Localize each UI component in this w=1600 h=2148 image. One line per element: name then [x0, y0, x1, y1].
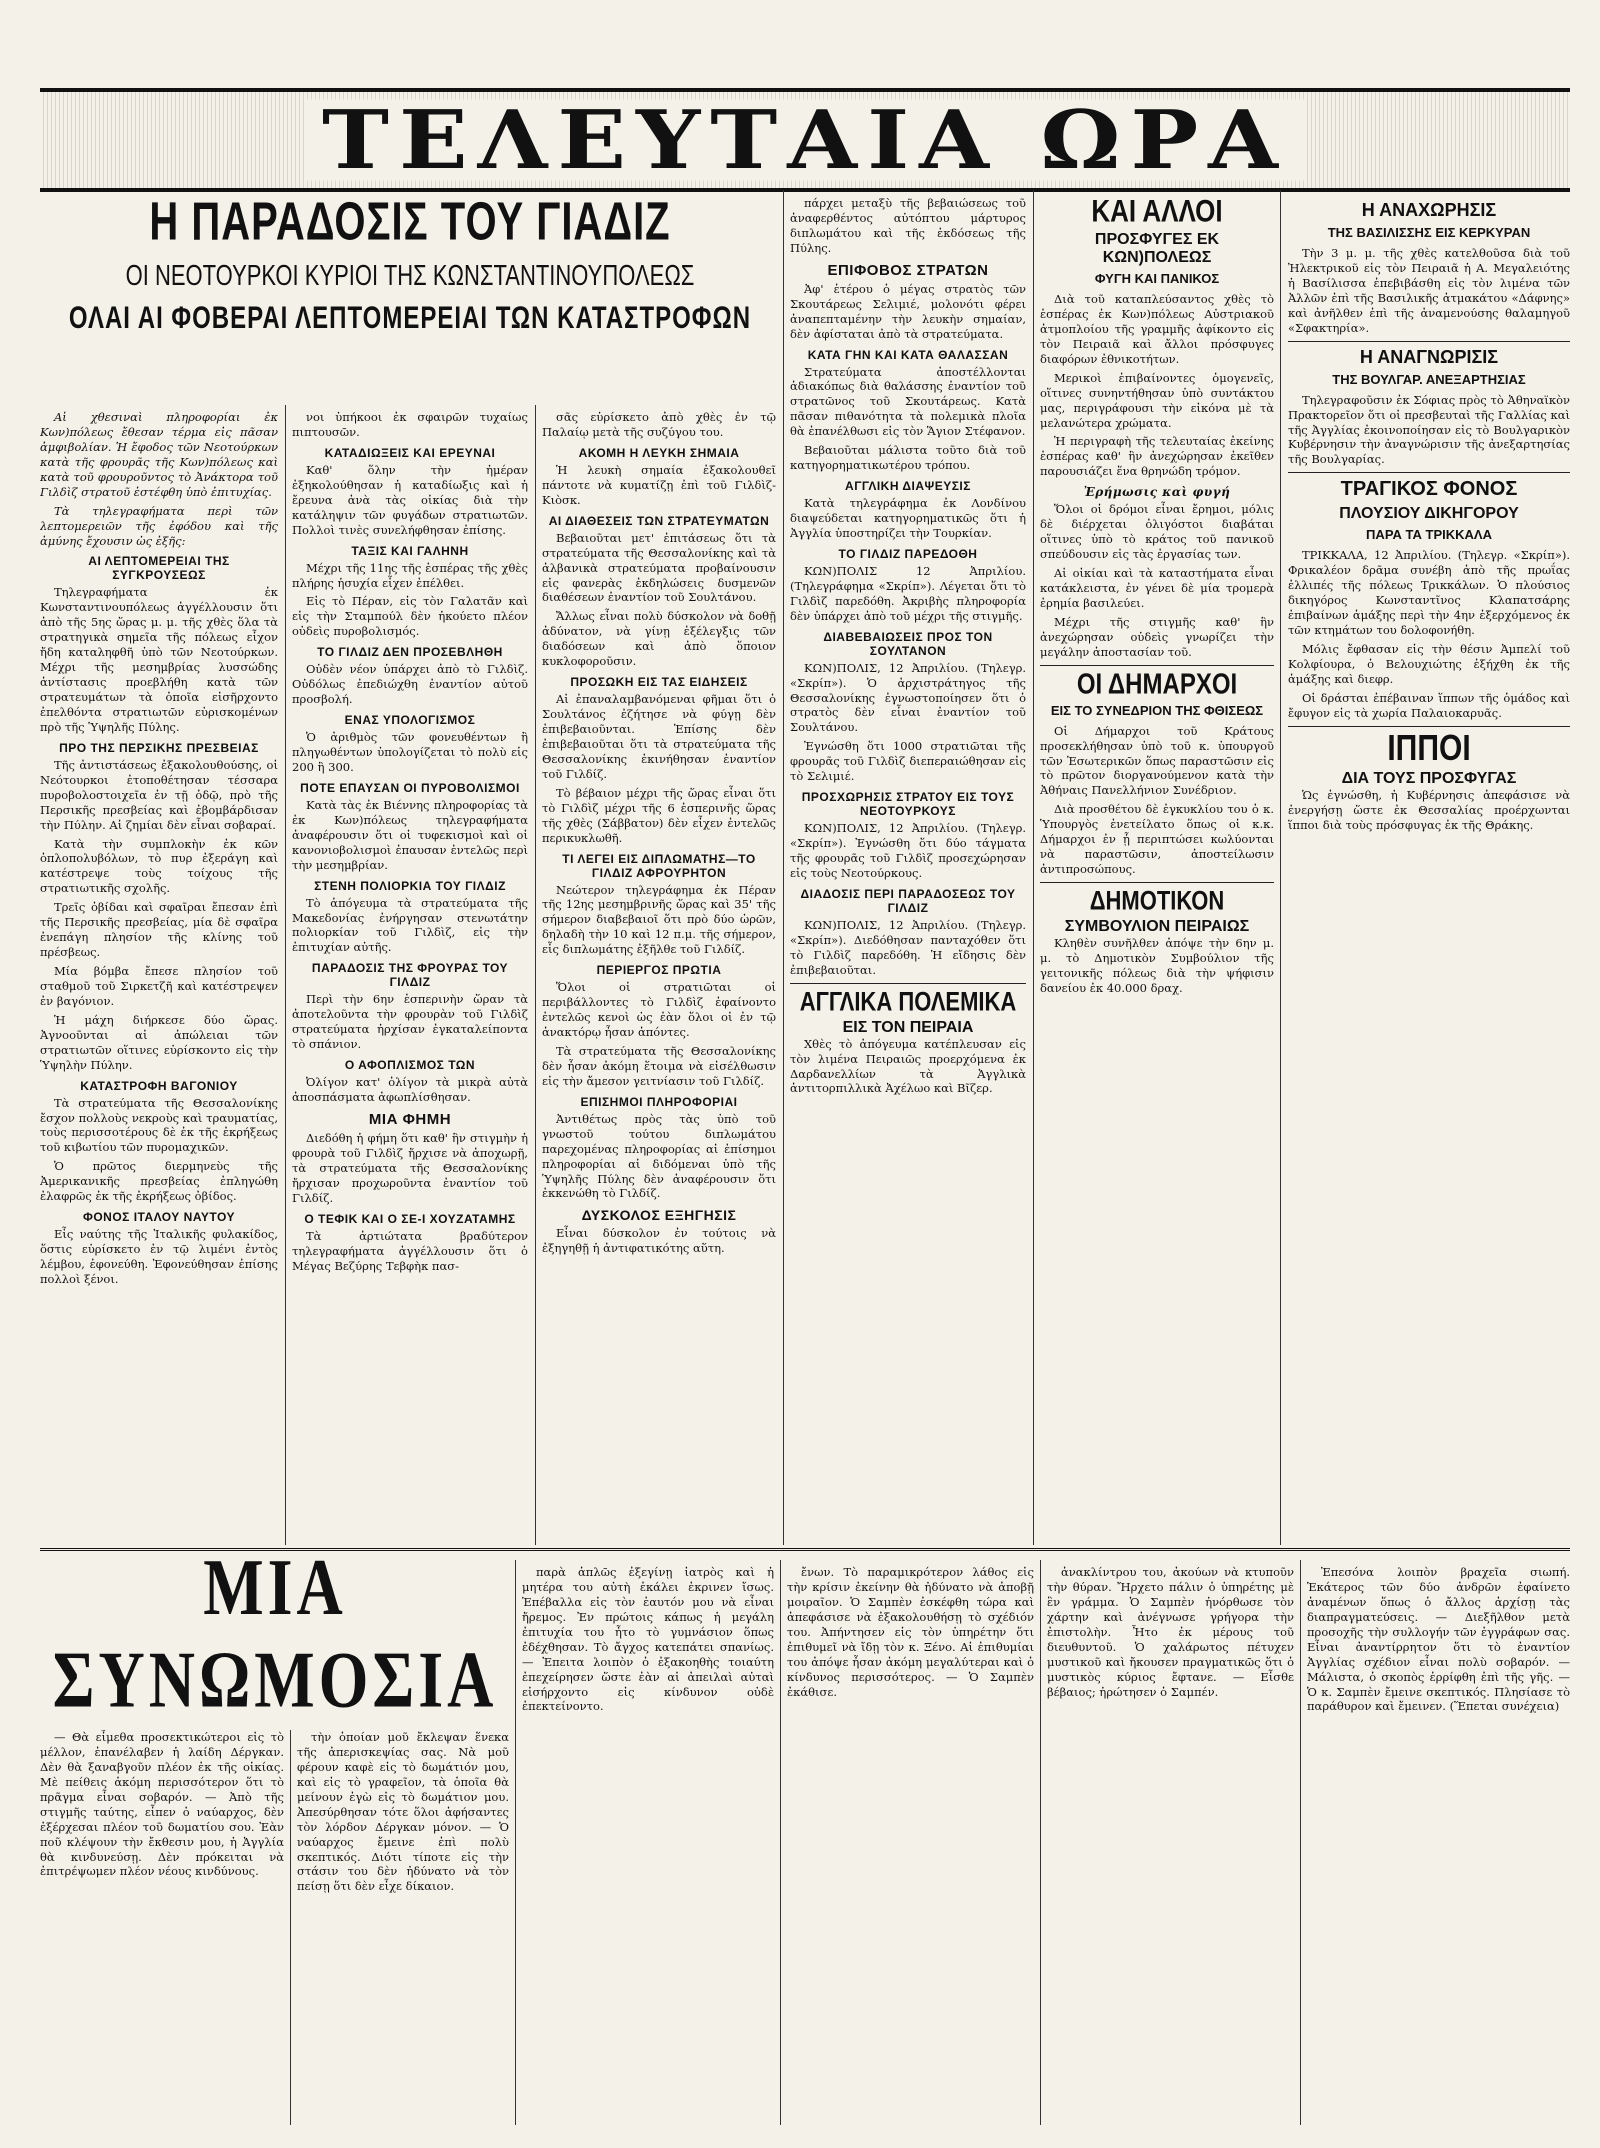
paragraph: ΤΡΙΚΚΑΛΑ, 12 Ἀπριλίου. (Τηλεγρ. «Σκρίπ»). Φρικαλέον δρᾶμα συνέβη ἀπὸ τῆς πρωΐας ἐλλιπές τῆς πόλεως Τρικκάλων. Ὁ πλούσιος δικηγόρος Κωνσταντῖνος Κλαπατσάρης ἐπιβαίνων ἁμάξης περὶ τὴν 4ην ἐξερχόμενος ἐκ τῶν κτημάτων του δολοφονήθη.: [1288, 548, 1570, 637]
paragraph: Ἐγνώσθη ὅτι 1000 στρατιῶται τῆς φρουρᾶς τοῦ Γιλδὶζ διεπεραιώθησαν εἰς τὸ Σελιμιέ.: [790, 739, 1026, 784]
paragraph: ΚΩΝ)ΠΟΛΙΣ, 12 Ἀπριλίου. (Τηλεγρ. «Σκρίπ»). Ὁ ἀρχιστράτηγος τῆς Θεσσαλονίκης ἐγνωστοποίησεν ὅτι ὁ στρατὸς δὲν εἶναι ἐναντίον τοῦ Σουλτάνου.: [790, 660, 1026, 735]
subhead: ΣΤΕΝΗ ΠΟΛΙΟΡΚΙΑ ΤΟΥ ΓΙΛΔΙΖ: [314, 878, 506, 893]
paragraph: Τὰ ἀρτιώτατα βραδύτερον τηλεγραφήματα ἀγγέλλουσιν ὅτι ὁ Μέγας Βεζύρης Τεβφὴκ πασ-: [292, 1228, 528, 1273]
story-subtitle: ΣΥΜΒΟΥΛΙΟΝ ΠΕΙΡΑΙΩΣ: [1064, 918, 1250, 935]
story-subtitle: ΕΙΣ ΤΟ ΣΥΝΕΔΡΙΟΝ ΤΗΣ ΦΘΙΣΕΩΣ: [1050, 702, 1264, 718]
subhead: ΠΡΟΣΧΩΡΗΣΙΣ ΣΤΡΑΤΟΥ ΕΙΣ ΤΟΥΣ ΝΕΟΤΟΥΡΚΟΥΣ: [801, 790, 1015, 819]
subhead: ΤΟ ΓΙΛΔΙΖ ΔΕΝ ΠΡΟΣΕΒΛΗΘΗ: [317, 645, 503, 660]
story-deck: ΦΥΓΗ ΚΑΙ ΠΑΝΙΚΟΣ: [1094, 271, 1220, 286]
paragraph: Κατὰ τὰς ἐκ Βιέννης πληροφορίας τὰ ἐκ Κων)πόλεως τηλεγραφήματα ἀναφέρουσιν ὅτι οἱ τυφεκισμοὶ καὶ οἱ κανονιοβολισμοὶ ἐπαυσαν ἐντελῶς περὶ τὴν μεσημβρίαν.: [292, 797, 528, 872]
paragraph: Ὁ πρῶτος διερμηνεὺς τῆς Ἀμερικανικῆς πρεσβείας ἐπληγώθη ἐλαφρῶς ἐκ τῆς ἐκρήξεως ὀβίδος.: [40, 1159, 278, 1204]
paragraph: Διὰ τοῦ καταπλεύσαντος χθὲς τὸ ἑσπέρας ἐκ Κων)πόλεως Αὐστριακοῦ ἀτμοπλοίου τῆς γραμμῆς ἀφίκοντο εἰς τὸν Πειραιᾶ καὶ ἄλλοι πρόσφυγες διαφόρων ἐθνικοτήτων.: [1040, 292, 1274, 366]
paragraph: Τὸ βέβαιον μέχρι τῆς ὥρας εἶναι ὅτι τὸ Γιλδὶζ μέχρι τῆς 6 ἑσπερινῆς ὥρας τῆς χθὲς (Σάββατον) δὲν εἶχεν ἐντελῶς περικυκλωθῆ.: [542, 785, 776, 845]
paragraph: Ἀφ' ἑτέρου ὁ μέγας στρατὸς τῶν Σκουτάρεως Σελιμιέ, μολονότι φέρει ἀναπεπταμένην τὴν λευκὴν σημαίαν, δὲν ἀφίσταται ἀπὸ τὰ στρατεύματα.: [790, 281, 1026, 341]
paragraph: Ὁ ἀριθμὸς τῶν φονευθέντων ἢ πληγωθέντων ὑπολογίζεται τὸ πολὺ εἰς 200 ἢ 300.: [292, 730, 528, 774]
story-subtitle: ΠΛΟΥΣΙΟΥ ΔΙΚΗΓΟΡΟΥ: [1339, 505, 1519, 523]
column-2: [292, 410, 528, 1545]
paragraph: — Θὰ εἶμεθα προσεκτικώτεροι εἰς τὸ μέλλον, ἐπανέλαβεν ἡ λαίδη Δέργκαν. Δὲν θὰ ξαναβγοῦν πλέον ἐκ τῆς οἰκίας. Μὲ πείθεις ἀκόμη περισσότερον ὅτι τὸ πρᾶγμα εἶναι σοβαρόν. — Ἀπὸ τῆς στιγμῆς ταύτης, εἶπεν ὁ ναύαρχος, δὲν ἐξέρχεσαι πλέον τοῦ δωματίου σου. Ἐὰν ποῦ κλέψουν τὴν ἔκθεσιν μου, ἡ Ἀγγλία θὰ κινδυνεύσῃ. Δὲν πρόκειται νὰ ἐπιτρέψωμεν πλέον νέους κινδύνους.: [40, 1730, 284, 1879]
serial-column-4: [787, 1565, 1034, 2125]
serial-column-5: [1047, 1565, 1294, 2125]
story-header: [1288, 200, 1570, 240]
serial-column-6: [1307, 1565, 1570, 2125]
subhead: Ο ΑΦΟΠΛΙΣΜΟΣ ΤΩΝ: [344, 1058, 476, 1073]
paragraph: ΚΩΝ)ΠΟΛΙΣ 12 Ἀπριλίου. (Τηλεγράφημα «Σκρίπ»). Λέγεται ὅτι τὸ Γιλδὶζ παρεδόθη. Ἀκριβὴς πληροφορία δὲν ὑπάρχει ἀπὸ τοῦ μέχρι τῆς στιγμῆς.: [790, 563, 1026, 623]
paragraph: Τὰ στρατεύματα τῆς Θεσσαλονίκης δὲν ἦσαν ἀκόμη ἕτοιμα νὰ εἰσέλθωσιν εἰς τὴν ἄμεσον γειτνίασιν τοῦ Γιλδίζ.: [542, 1043, 776, 1088]
section-divider: [40, 1548, 1570, 1551]
subhead: ΤΙ ΛΕΓΕΙ ΕΙΣ ΔΙΠΛΩΜΑΤΗΣ—ΤΟ ΓΙΛΔΙΖ ΑΦΡΟΥΡΗΤΟΝ: [562, 851, 756, 880]
paragraph: Οἱ Δήμαρχοι τοῦ Κράτους προσεκλήθησαν ὑπὸ τοῦ κ. ὑπουργοῦ τῶν Ἐσωτερικῶν ὅπως παραστῶσιν εἰς τὸ πρῶτον διοργανούμενον κατὰ τὴν Ἀθήναις Πανελλήνιον Συνέδριον.: [1040, 723, 1274, 798]
story-subtitle: ΤΗΣ ΒΟΥΛΓΑΡ. ΑΝΕΞΑΡΤΗΣΙΑΣ: [1332, 371, 1526, 387]
paragraph: Εἷς ναύτης τῆς Ἰταλικῆς φυλακίδος, ὅστις εὑρίσκετο ἐν τῷ λιμένι ἐντὸς λέμβου, ἐφονεύθη. Ἐφονεύθησαν ἐπίσης πολλοὶ ξένοι.: [40, 1227, 278, 1286]
subhead: ΑΓΓΛΙΚΗ ΔΙΑΨΕΥΣΙΣ: [845, 479, 971, 494]
paragraph: Κατὰ τηλεγράφημα ἐκ Λονδίνου διαψεύδεται κατηγορηματικῶς ὅτι ἡ Ἀγγλία ὑποστηρίζει τὴν Τουρκίαν.: [790, 496, 1026, 540]
story-header: [1288, 347, 1570, 387]
story-header: [790, 986, 1026, 1037]
story-header: [1288, 478, 1570, 542]
paragraph: πάρχει μεταξὺ τῆς βεβαιώσεως τοῦ ἀναφερθέντος αὐτόπτου μάρτυρος διπλωμάτου καὶ τῆς ἐκδόσεως τῆς Πύλης.: [790, 196, 1026, 255]
story-title: ΑΓΓΛΙΚΑ ΠΟΛΕΜΙΚΑ: [799, 986, 1017, 1017]
paragraph: Διεδόθη ἡ φήμη ὅτι καθ' ἣν στιγμὴν ἡ φρουρὰ τοῦ Γιλδὶζ ἤρχισε νὰ ἀποχωρῇ, τὰ στρατεύματα τῆς Θεσσαλονίκης ἤρχισαν προχωροῦντα ἐναντίον τοῦ Γιλδίζ.: [292, 1130, 528, 1205]
serial-column-1: [40, 1730, 284, 2125]
subhead: ΑΚΟΜΗ Η ΛΕΥΚΗ ΣΗΜΑΙΑ: [578, 445, 740, 460]
lead-headline: Η ΠΑΡΑΔΟΣΙΣ ΤΟΥ ΓΙΑΔΙΖ: [149, 200, 671, 252]
story-subtitle: ΔΙΑ ΤΟΥΣ ΠΡΟΣΦΥΓΑΣ: [1341, 769, 1517, 787]
paragraph: Βεβαιοῦται μάλιστα τοῦτο διὰ τοῦ κατηγορηματικωτέρου τρόπου.: [790, 443, 1026, 473]
paragraph: Ἡ περιγραφὴ τῆς τελευταίας ἐκείνης ἑσπέρας καθ' ἣν ἀνεχώρησαν ἐκεῖθεν παρουσιάζει ἕνα θρηνώδη τρόμον.: [1040, 434, 1274, 479]
paragraph: σᾶς εὑρίσκετο ἀπὸ χθὲς ἐν τῷ Παλαίῳ μετὰ τῆς συζύγου του.: [542, 410, 776, 439]
subhead: ΔΙΑΒΕΒΑΙΩΣΕΙΣ ΠΡΟΣ ΤΟΝ ΣΟΥΛΤΑΝΟΝ: [823, 629, 993, 658]
story-header: [1040, 196, 1274, 286]
paragraph: Στρατεύματα ἀποστέλλονται ἀδιακόπως διὰ θαλάσσης ἐναντίον τοῦ στρατῶνος τοῦ Σκουτάρεως. Κατὰ πᾶσαν πιθανότητα τὰ πολεμικὰ πλοῖα θὰ ἐπανέλθωσι εἰς τὸν Ἅγιον Στέφανον.: [790, 364, 1026, 439]
paragraph: Οὐδὲν νέον ὑπάρχει ἀπὸ τὸ Γιλδὶζ. Οὐδόλως ἐπεδιώχθη ἐναντίον αὐτοῦ προσβολή.: [292, 662, 528, 707]
paragraph: Αἱ ἐπαναλαμβανόμεναι φῆμαι ὅτι ὁ Σουλτάνος ἐζήτησε νὰ φύγῃ δὲν ἐπιβεβαιοῦνται. Ἐπίσης δὲν ἐπιβεβαιοῦται ὅτι τὰ στρατεύματα τῆς Θεσσαλονίκης ἐκινήθησαν ἐναντίον τοῦ Γιλδίζ.: [542, 692, 776, 781]
paragraph: παρὰ ἁπλῶς ἐξεγίνῃ ἰατρὸς καὶ ἡ μητέρα του αὐτὴ ἐκάλει ἐκρινεν ἴσως. Ἐπέβαλλα εἰς τὸν ἑαυτόν μου νὰ εἶναι ἤρεμος. Ἐν πρώτοις κάπως ἡ μεγάλη ἐπιτυχία του ἦτο τὸ γυμνάσιον ὅπως ἐδέχθησαν. Τὸ ἄγχος κατεπάτει σπανίως. — Ἐπειτα λοιπὸν ὁ ἐξακοηθὴς τοιαύτη ἐπεχείρησεν ὥστε ἐὰν αἱ ἀπειλαὶ αὐταὶ εἰσήρχοντο εἰς κίνδυνον οὐδὲ ἐπεκτείνοντο.: [522, 1565, 774, 1714]
paragraph: Τῆς ἀντιστάσεως ἐξακολουθούσης, οἱ Νεότουρκοι ἐτοποθέτησαν τέσσαρα πυροβολοστοιχεῖα ἐν τῇ ὁδῷ, πρὸ τῆς Περσικῆς πρεσβείας καὶ ἐβομβάρδισαν τὴν Πύλην. Αἱ ζημίαι δὲν εἶναι σοβαραί.: [40, 757, 278, 832]
column-3: [542, 410, 776, 1545]
lead-intro-2: Τὰ τηλεγραφήματα περὶ τῶν λεπτομερειῶν τῆς ἐφόδου καὶ τῆς ἀμύνης ἔχουσιν ὡς ἑξῆς:: [40, 503, 278, 548]
paragraph: Νεώτερον τηλεγράφημα ἐκ Πέραν τῆς 12ης μεσημβρινῆς ὥρας καὶ 35' τῆς σήμερον διαβεβαιοῖ ὅτι πρὸ δύο ὡρῶν, δηλαδὴ τὴν 10 καὶ 12 π.μ. τῆς σήμερον, εἷς διπλωμάτης ἐξῆλθε τοῦ Γιλδίζ.: [542, 882, 776, 957]
paragraph: Ἡ μάχη διήρκεσε δύο ὥρας. Ἀγνοοῦνται αἱ ἀπώλειαι τῶν στρατιωτῶν οἵτινες εὑρίσκοντο εἰς τὴν Ὑψηλὴν Πύλην.: [40, 1012, 278, 1072]
story-title: Η ΑΝΑΧΩΡΗΣΙΣ: [1361, 200, 1497, 220]
subhead: ΕΝΑΣ ΥΠΟΛΟΓΙΣΜΟΣ: [344, 713, 476, 728]
paragraph: Τηλεγραφοῦσιν ἐκ Σόφιας πρὸς τὸ Ἀθηναϊκὸν Πρακτορεῖον ὅτι οἱ πρεσβευταὶ τῆς Γαλλίας καὶ τῆς Ἀγγλίας ἐκοινοποίησαν εἰς τὸ Βουλγαρικὸν Κυβέρνησιν τὴν ἀναγνώρισιν τῆς ἀνεξαρτησίας τῆς Βουλγαρίας.: [1288, 392, 1570, 467]
paragraph: Μόλις ἔφθασαν εἰς τὴν θέσιν Ἀμπελί τοῦ Κολφίουρα, ὁ Βελουχιώτης ἐξήχθη ἐκ τῆς ἁμάξης καὶ διεφρ.: [1288, 641, 1570, 686]
column-1: [40, 410, 278, 1545]
paragraph: Εἰς τὸ Πέραν, εἰς τὸν Γαλατᾶν καὶ εἰς τὴν Σταμπούλ δὲν ἠκούετο πλέον οὐδεὶς πυροβολισμός.: [292, 594, 528, 639]
lead-subheadline: ΟΙ ΝΕΟΤΟΥΡΚΟΙ ΚΥΡΙΟΙ ΤΗΣ ΚΩΝΣΤΑΝΤΙΝΟΥΠΟΛΕΩΣ: [125, 259, 695, 292]
subhead: ΑΙ ΛΕΠΤΟΜΕΡΕΙΑΙ ΤΗΣ ΣΥΓΚΡΟΥΣΕΩΣ: [88, 554, 230, 583]
subhead: ΦΟΝΟΣ ΙΤΑΛΟΥ ΝΑΥΤΟΥ: [82, 1210, 236, 1225]
subhead: Ο ΤΕΦΙΚ ΚΑΙ Ο ΣΕ-Ι ΧΟΥΖΑΤΑΜΗΣ: [304, 1211, 516, 1226]
subhead: ΚΑΤΑΣΤΡΟΦΗ ΒΑΓΟΝΙΟΥ: [80, 1078, 238, 1093]
subhead: ΕΠΙΦΟΒΟΣ ΣΤΡΑΤΩΝ: [827, 261, 989, 279]
lead-intro-1: Αἱ χθεσιναὶ πληροφορίαι ἐκ Κων)πόλεως ἔθεσαν τέρμα εἰς πᾶσαν ἀμφιβολίαν. Ἡ ἔφοδος τῶν Νεοτούρκων κατὰ τῆς φρουρᾶς τῆς Κων)πόλεως καὶ κατὰ τοῦ φρουροῦντος τὸ Ἀνάκτορα τοῦ Γιλδὶζ στρατοῦ ἐστέφθη ὑπὸ ἐπιτυχίας.: [40, 410, 278, 499]
lead-header: [40, 200, 780, 405]
paragraph: νοι ὑπήκοοι ἐκ σφαιρῶν τυχαίως πιπτουσῶν.: [292, 410, 528, 439]
subhead: ΠΕΡΙΕΡΓΟΣ ΠΡΩΤΙΑ: [596, 963, 722, 978]
serial-title: ΜΙΑ ΣΥΝΩΜΟΣΙΑ: [52, 1560, 498, 1720]
paragraph: Μία βόμβα ἔπεσε πλησίον τοῦ σταθμοῦ τοῦ Σιρκετζῆ καὶ κατέστρεψεν ἐν βαγόνιον.: [40, 964, 278, 1008]
subhead: Ἐρήμωσις καὶ φυγή: [1083, 485, 1231, 500]
paragraph: ΚΩΝ)ΠΟΛΙΣ, 12 Ἀπριλίου. (Τηλεγρ. «Σκρίπ»). Διεδόθησαν πανταχόθεν ὅτι τὸ Γιλδὶζ παρεδόθη. Ἡ εἴδησις δὲν ἐπιβεβαιοῦται.: [790, 917, 1026, 977]
story-header: [1040, 667, 1274, 718]
subhead: ΤΟ ΓΙΛΔΙΖ ΠΑΡΕΔΟΘΗ: [838, 546, 978, 561]
story-title: ΙΠΠΟΙ: [1387, 728, 1471, 768]
subhead: ΔΙΑΔΟΣΙΣ ΠΕΡΙ ΠΑΡΑΔΟΣΕΩΣ ΤΟΥ ΓΙΛΔΙΖ: [800, 886, 1016, 915]
paragraph: Ὅλοι οἱ στρατιῶται οἱ περιβάλλοντες τὸ Γιλδὶζ ἐφαίνοντο ἐντελῶς κενοὶ ὡς ἐὰν ὅλοι οἱ ἐν τῷ ἀνακτόρῳ ἦσαν ἀπόντες.: [542, 980, 776, 1039]
paragraph: Κληθὲν συνῆλθεν ἀπόψε τὴν 6ην μ. μ. τὸ Δημοτικὸν Συμβούλιον τῆς γειτονικῆς πόλεως διὰ τὴν ψήφισιν δανείου ἐκ 40.000 δραχ.: [1040, 936, 1274, 995]
paragraph: Ὅλοι οἱ δρόμοι εἶναι ἔρημοι, μόλις δὲ διέρχεται ὀλιγόστοι διαβάται οἵτινες ὑπὸ τὸ κράτος τοῦ πανικοῦ σπεύδουσιν εἰς τὰς ἐργασίας των.: [1040, 502, 1274, 562]
story-subtitle: ΠΡΟΣΦΥΓΕΣ ΕΚ ΚΩΝ)ΠΟΛΕΩΣ: [1094, 231, 1220, 266]
subhead: ΠΡΟ ΤΗΣ ΠΕΡΣΙΚΗΣ ΠΡΕΣΒΕΙΑΣ: [59, 740, 259, 755]
subhead: ΑΙ ΔΙΑΘΕΣΕΙΣ ΤΩΝ ΣΤΡΑΤΕΥΜΑΤΩΝ: [548, 513, 770, 528]
paragraph: Αἱ οἰκίαι καὶ τὰ καταστήματα εἶναι κατάκλειστα, ἐν γένει δὲ μία τρομερὰ ἐρημία βασιλεύει.: [1040, 566, 1274, 610]
paragraph: Καθ' ὅλην τὴν ἡμέραν ἐξηκολούθησαν ἡ καταδίωξις καὶ ἡ ἔρευνα ἀνὰ τὰς οἰκίας διὰ τὴν κατάληψιν τῶν φυγάδων στρατιωτῶν. Πολλοὶ τινὲς συνελήφθησαν ἐπίσης.: [292, 462, 528, 537]
paragraph: ΚΩΝ)ΠΟΛΙΣ, 12 Ἀπριλίου. (Τηλεγρ. «Σκρίπ»). Ἐγνώσθη ὅτι δύο τάγματα τῆς φρουρᾶς τοῦ Γιλδὶζ προσεχώρησαν εἰς τοὺς Νεοτούρκους.: [790, 821, 1026, 880]
story-deck: ΠΑΡΑ ΤΑ ΤΡΙΚΚΑΛΑ: [1366, 527, 1492, 543]
paragraph: Ἀντιθέτως πρὸς τὰς ὑπὸ τοῦ γνωστοῦ τούτου διπλωμάτου παρεχομένας πληροφορίας αἱ ἐπίσημοι πληροφορίαι αἱ διδόμεναι ὑπὸ τῆς Ὑψηλῆς Πύλης δὲν ἀναφέρουσιν ὅτι ἐκκενώθη τὸ Γιλδίζ.: [542, 1111, 776, 1201]
subhead: ΤΑΞΙΣ ΚΑΙ ΓΑΛΗΝΗ: [351, 543, 469, 558]
paragraph: Τὰ στρατεύματα τῆς Θεσσαλονίκης ἔσχον πολλοὺς νεκροὺς καὶ τραυματίας, τοὺς περισσοτέρους δὲ ἐκ τῆς ἐκρήξεως τοῦ κιβωτίου τῶν πυρομαχικῶν.: [40, 1095, 278, 1155]
paragraph: Μέχρι τῆς 11ης τῆς ἑσπέρας τῆς χθὲς πλήρης ἡσυχία εἶχεν ἐπέλθει.: [292, 560, 528, 590]
paragraph: Εἶναι δύσκολον ἐν τούτοις νὰ ἐξηγηθῇ ἡ ἀντιφατικότης αὕτη.: [542, 1226, 776, 1256]
paragraph: Χθὲς τὸ ἀπόγευμα κατέπλευσαν εἰς τὸν λιμένα Πειραιῶς προερχόμενα ἐκ Δαρδανελλίων τὰ Ἀγγλικὰ ἀντιτορπιλλικὰ Ἀχέλωο καὶ Βῖζερ.: [790, 1036, 1026, 1096]
paragraph: Μέχρι τῆς στιγμῆς καθ' ἣν ἀνεχώρησαν οὐδεὶς γνωρίζει τὴν μεγάλην ἀποστασίαν τοῦ.: [1040, 614, 1274, 659]
paragraph: Περὶ τὴν 6ην ἑσπερινὴν ὥραν τὰ ἀποτελοῦντα τὴν φρουρὰν τοῦ Γιλδὶζ στρατεύματα ἠρχίσαν ἐγκαταλείποντα τὸ σπάνιον.: [292, 992, 528, 1052]
story-title: ΟΙ ΔΗΜΑΡΧΟΙ: [1076, 667, 1238, 701]
column-5: [1040, 196, 1274, 1545]
paragraph: Διὰ προσθέτου δὲ ἐγκυκλίου του ὁ κ. Ὑπουργὸς ἐνετείλατο ὅπως οἱ κ.κ. Δήμαρχοι ἐν ᾗ περιπτώσει κωλύονται νὰ παραστῶσιν, ἀποστείλωσιν ἀντιπροσώπους.: [1040, 802, 1274, 877]
masthead-title: ΤΕΛΕΥΤΑΙΑ ΩΡΑ: [304, 100, 1306, 181]
column-4: [790, 196, 1026, 1545]
paragraph: Κατὰ τὴν συμπλοκὴν ἐκ κῶν ὁπλοπολυβόλων, τὸ πυρ ἐξεράγη καὶ κατέστρεψε τοὺς τοίχους τῆς στρατιωτικῆς σχολῆς.: [40, 836, 278, 896]
story-subtitle: ΤΗΣ ΒΑΣΙΛΙΣΣΗΣ ΕΙΣ ΚΕΡΚΥΡΑΝ: [1327, 225, 1531, 240]
paragraph: Τρεῖς ὀβίδαι καὶ σφαῖραι ἔπεσαν ἐπὶ τῆς Περσικῆς πρεσβείας, μία δὲ σφαῖρα ἐνεπάγη πλησίον τῆς κλίνης τοῦ πρέσβεως.: [40, 900, 278, 960]
subhead: ΠΑΡΑΔΟΣΙΣ ΤΗΣ ΦΡΟΥΡΑΣ ΤΟΥ ΓΙΛΔΙΖ: [311, 961, 509, 990]
serial-column-2: [297, 1730, 509, 2125]
serial-header: [40, 1560, 510, 1720]
lead-deck: ΟΛΑΙ ΑΙ ΦΟΒΕΡΑΙ ΛΕΠΤΟΜΕΡΕΙΑΙ ΤΩΝ ΚΑΤΑΣΤΡΟΦΩΝ: [68, 300, 752, 336]
subhead: ΔΥΣΚΟΛΟΣ ΕΞΗΓΗΣΙΣ: [581, 1207, 737, 1224]
paragraph: Μερικοὶ ἐπιβαίνοντες ὁμογενεῖς, οἵτινες συνηντήθησαν ὑπὸ συντάκτου μας, περιγράφουσι τὴν εἰκόνα μὲ τὰ μελανώτερα χρώματα.: [1040, 370, 1274, 430]
paragraph: Τὸ ἀπόγευμα τὰ στρατεύματα τῆς Μακεδονίας ἐνήργησαν στενωτάτην πολιορκίαν τοῦ Γιλδὶζ, εἰς τὴν ἐπιτυχίαν αὐτῆς.: [292, 895, 528, 955]
serial-column-3: [522, 1565, 774, 2125]
paragraph: ἀνακλίντρου του, ἀκούων νὰ κτυποῦν τὴν θύραν. Ἤρχετο πάλιν ὁ ὑπηρέτης μὲ ἓν γράμμα. Ὁ Σαμπὲν ἠνόρθωσε τὸν χάρτην καὶ ἀνέγνωσε γρήγορα τὴν ἐπιστολὴν. Ἦτο ἐκ μέρους τοῦ διευθυντοῦ. Ὁ χαλάρωτος πέτυχεν μυστικοῦ καὶ ἤκουσεν πραγματικῶς ὅτι ὁ μυστικὸς κύριος ἔφτανε. — Εἶσθε βέβαιος; ἠρώτησεν ὁ Σαμπέν.: [1047, 1565, 1294, 1699]
story-title: ΔΗΜΟΤΙΚΟΝ: [1089, 885, 1225, 916]
subhead: ΠΟΤΕ ΕΠΑΥΣΑΝ ΟΙ ΠΥΡΟΒΟΛΙΣΜΟΙ: [300, 780, 520, 795]
subhead: ΕΠΙΣΗΜΟΙ ΠΛΗΡΟΦΟΡΙΑΙ: [580, 1094, 738, 1109]
paragraph: Τὴν 3 μ. μ. τῆς χθὲς κατελθοῦσα διὰ τοῦ Ἠλεκτρικοῦ εἰς τὸν Πειραιᾶ ἡ Α. Μεγαλειότης ἡ Βασίλισσα ἐπεβιβάσθη εἰς τὸν λιμένα τῶν Ἀλλῶν ἐπὶ τῆς Βασιλικῆς ἀτμακάτου «Δάφνης» καὶ ἀνῆλθεν ἐπὶ τῆς ἀναμενούσης θαλαμηγοῦ «Σφακτηρία».: [1288, 246, 1570, 335]
paragraph: ἔνων. Τὸ παραμικρότερον λάθος εἰς τὴν κρίσιν ἐκείνην θὰ ἠδύνατο νὰ ἀποβῇ μοιραῖον. Ὁ Σαμπὲν ἐσκέφθη τώρα καὶ ἀπεφάσισε νὰ ἐξακολουθήσῃ τὸ σχέδιόν του. Ἀπήντησεν εἰς τὸν ὑπηρέτην ὅτι ἐπιθυμεῖ νὰ ἴδῃ τὸν κ. Ξένο. Αἱ ἐπιθυμίαι του ἀπόψε ἦσαν ἀκόμη μεγαλύτεραι καὶ ὁ κίνδυνος περισσότερος. — Ὁ Σαμπὲν ἐκάθισε.: [787, 1565, 1034, 1699]
masthead: [40, 88, 1570, 192]
subhead: ΜΙΑ ΦΗΜΗ: [368, 1110, 452, 1128]
subhead: ΠΡΟΣΩΚΗ ΕΙΣ ΤΑΣ ΕΙΔΗΣΕΙΣ: [570, 675, 748, 690]
paragraph: Ὡς ἐγνώσθη, ἡ Κυβέρνησις ἀπεφάσισε νὰ ἐνεργήσῃ ὥστε ἐκ Θεσσαλίας προέρχωνται ἵπποι διὰ τοὺς πρόσφυγας ἐκ τῆς Θράκης.: [1288, 787, 1570, 832]
story-title: ΚΑΙ ΑΛΛΟΙ: [1091, 196, 1223, 229]
paragraph: Ἐπεσόνα λοιπὸν βραχεῖα σιωπή. Ἑκάτερος τῶν δύο ἀνδρῶν ἐφαίνετο ἀναμένων ὅπως ὁ ἄλλος ἀρχίσῃ τὰς διαπραγματεύσεις. — Διεξῆλθον μετὰ προσοχῆς τὴν συλλογήν τῶν ἐγγράφων σας. Εἶναι ἀναντίρρητον ὅτι τὸ ἐναντίον Ἀγγλίας σχέδιον εἶναι πολὺ σοβαρόν. — Μάλιστα, ὁ σκοπὸς ἐρρίφθη ἐπὶ τῆς γῆς. — Ὁ κ. Σαμπὲν ἔμεινε σκεπτικός. Πλησίασε τὸ παράθυρον καὶ ἔμεινεν. (Ἕπεται συνέχεια): [1307, 1565, 1570, 1714]
paragraph: Ἄλλως εἶναι πολὺ δύσκολον νὰ δοθῇ ἀδύνατον, νὰ γίνῃ ἐξέλεγξις τῶν διαδόσεων καὶ ἀπὸ ὅποιον κυκλοφοροῦσιν.: [542, 609, 776, 669]
column-6: [1288, 196, 1570, 1545]
paragraph: Βεβαιοῦται μετ' ἐπιτάσεως ὅτι τὰ στρατεύματα τῆς Θεσσαλονίκης καὶ τὰ ἀλβανικὰ στρατεύματα προβαίνουσιν εἰς φανερὰς ἐκδηλώσεις δυσμενῶν διαθέσεων ἐναντίον τοῦ Σουλτάνου.: [542, 530, 776, 605]
subhead: ΚΑΤΑ ΓΗΝ ΚΑΙ ΚΑΤΑ ΘΑΛΑΣΣΑΝ: [807, 347, 1009, 362]
paragraph: Ὀλίγον κατ' ὀλίγον τὰ μικρὰ αὐτὰ ἀποσπάσματα ἀφωπλίσθησαν.: [292, 1075, 528, 1104]
paragraph: Ἡ λευκὴ σημαία ἐξακολουθεῖ πάντοτε νὰ κυματίζῃ ἐπὶ τοῦ Γιλδὶζ-Κιὸσκ.: [542, 462, 776, 507]
paragraph: Οἱ δράσται ἐπέβαιναν ἵππων τῆς ὁμάδος καὶ ἔφυγον εἰς τὰ χωρία Παλαιοκαρυᾶς.: [1288, 690, 1570, 720]
story-subtitle: ΕΙΣ ΤΟΝ ΠΕΙΡΑΙΑ: [842, 1018, 974, 1036]
paragraph: Τηλεγραφήματα ἐκ Κωνσταντινουπόλεως ἀγγέλλουσιν ὅτι ἀπὸ τῆς 5ης ὥρας μ. μ. τῆς χθὲς ὅλα τὰ στρατηγικὰ σημεῖα τῆς πόλεως εἶχον ἤδη καταληφθῆ ὑπὸ τῶν Νεοτούρκων. Μέχρι τῆς μεσημβρίας λυσσώδης ἀντίστασις προεβλήθη κατὰ τῶν στρατευμάτων τὰ ὁποῖα εἰσῆρχοντο ἐπελθόντα στρατιωτῶν εὑρισκομένων πρὸ τῆς Ὑψηλῆς Πύλης.: [40, 585, 278, 734]
subhead: ΚΑΤΑΔΙΩΞΕΙΣ ΚΑΙ ΕΡΕΥΝΑΙ: [324, 445, 496, 460]
story-title: Η ΑΝΑΓΝΩΡΙΣΙΣ: [1359, 346, 1499, 367]
story-header: [1288, 728, 1570, 788]
paragraph: τὴν ὁποίαν μοῦ ἔκλεψαν ἕνεκα τῆς ἀπερισκεψίας σας. Νὰ μοῦ φέρουν καφὲ εἰς τὸ δωμάτιόν μου, καὶ εἰς τὸ γραφεῖον, τὰ ὁποῖα θὰ μείνουν ἐγὼ εἰς τὸ δωμάτιον μου. Ἀπεσύρθησαν τότε ὅλοι ἀφήσαντες τὸν λόρδον Δέργκαν μόνον. — Ὁ ναύαρχος ἔμεινε ἐπὶ πολὺ σκεπτικός. Διότι τίποτε εἰς τὴν στάσιν του δὲν ἠδύνατο νὰ τὸν πείσῃ ὅτι δὲν εἶχε δίκαιον.: [297, 1730, 509, 1894]
story-title: ΤΡΑΓΙΚΟΣ ΦΟΝΟΣ: [1340, 478, 1518, 501]
story-header: [1040, 885, 1274, 936]
